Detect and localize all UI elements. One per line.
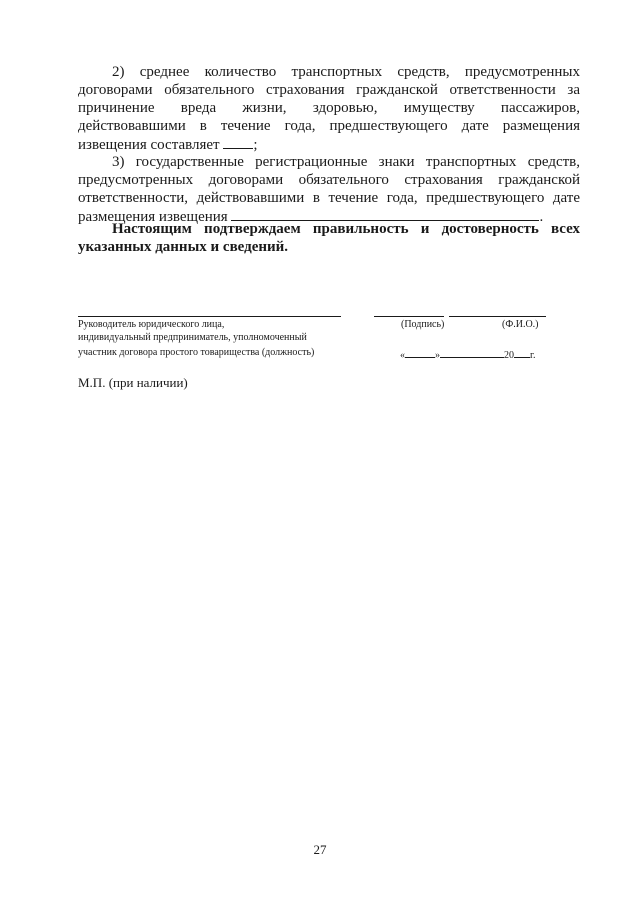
role-label: индивидуальный предприниматель, уполномоченный xyxy=(78,332,307,343)
fill-in-blank[interactable] xyxy=(231,207,539,221)
text-line: договорами обязательного страхования гражданской ответственности за xyxy=(78,82,580,98)
month-blank[interactable] xyxy=(440,347,504,358)
day-blank[interactable] xyxy=(405,347,435,358)
confirmation-statement xyxy=(78,220,580,256)
signature-caption: (Подпись) xyxy=(401,319,445,330)
text-line: указанных данных и сведений. xyxy=(78,239,289,255)
year-prefix: 20 xyxy=(504,350,514,361)
text-line: причинение вреда жизни, здоровью, имуществу пассажиров, xyxy=(78,100,580,116)
full-name-caption: (Ф.И.О.) xyxy=(502,319,539,330)
text-fragment: извещения составляет xyxy=(78,137,224,153)
year-blank[interactable] xyxy=(514,347,530,358)
fill-in-blank[interactable] xyxy=(223,135,253,149)
position-signature-line[interactable] xyxy=(78,316,341,317)
quote-open: « xyxy=(400,350,405,361)
text-line: 2) среднее количество транспортных средств, предусмотренных xyxy=(112,64,580,80)
role-label: Руководитель юридического лица, xyxy=(78,319,225,330)
paragraph-registration-plates xyxy=(78,153,580,226)
stamp-label: М.П. (при наличии) xyxy=(78,375,188,390)
text-line: предусмотренных договорами обязательного страхования гражданской xyxy=(78,172,580,188)
text-line: 3) государственные регистрационные знаки транспортных средств, xyxy=(112,154,580,170)
text-line: действовавшими в течение года, предшествующего дате размещения xyxy=(78,118,580,134)
text-fragment: . xyxy=(539,209,544,225)
text-fragment: ; xyxy=(253,137,258,153)
text-line: Настоящим подтверждаем правильность и достоверность всех xyxy=(112,221,580,237)
text-fragment: размещения извещения xyxy=(78,209,232,225)
page-number: 27 xyxy=(313,842,327,857)
signature-line[interactable] xyxy=(374,316,444,317)
role-label: участник договора простого товарищества (должность) xyxy=(78,347,315,358)
quote-close: » xyxy=(435,350,440,361)
text-line xyxy=(78,135,580,154)
full-name-line[interactable] xyxy=(449,316,546,317)
date-field xyxy=(400,347,535,362)
year-suffix: г. xyxy=(530,350,536,361)
text-line: ответственности, действовавшими в течение года, предшествующего дате xyxy=(78,190,580,206)
paragraph-average-vehicles xyxy=(78,63,580,154)
